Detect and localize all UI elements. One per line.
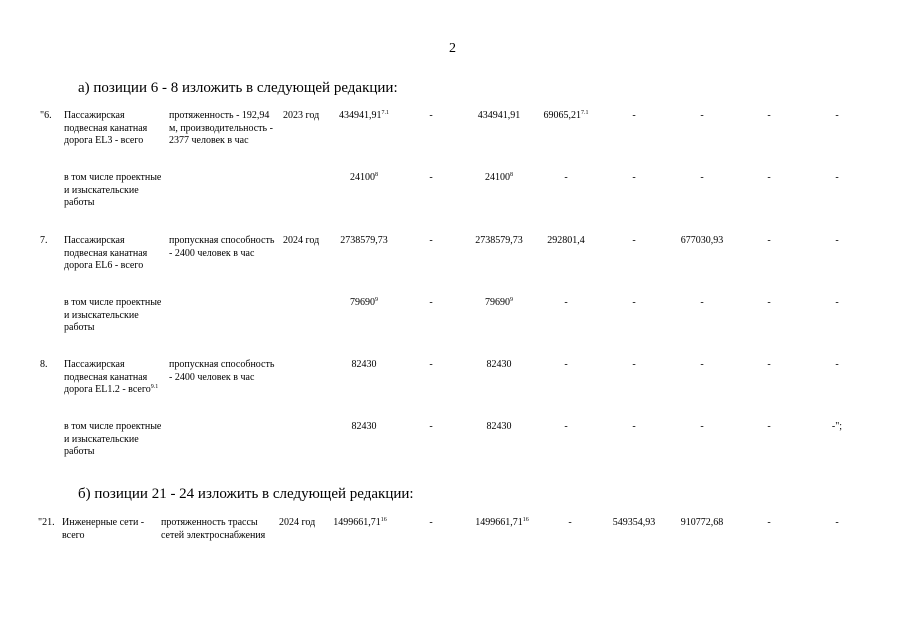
column-6-value-text: - [700, 110, 704, 121]
column-5-value-text: - [632, 110, 636, 121]
object-name [64, 297, 162, 335]
column-8-value [835, 172, 838, 185]
column-4-value [544, 110, 589, 123]
object-name-footnote: 9.1 [150, 384, 159, 391]
column-3-value-text: 24100 [485, 172, 510, 183]
column-4-value-text: - [564, 297, 568, 308]
column-6-value-text: 677030,93 [680, 235, 724, 246]
column-5-value-text: - [632, 172, 636, 183]
column-3-value-footnote: 16 [522, 517, 529, 523]
column-2-value-text: - [429, 235, 433, 246]
column-4-value [564, 297, 567, 310]
commissioning-year [279, 517, 315, 530]
column-8-value-text: - [835, 172, 839, 183]
column-5-value [632, 359, 635, 372]
total-value [333, 517, 387, 530]
column-7-value-text: - [767, 421, 771, 432]
position-number [38, 517, 62, 530]
column-3-value [475, 235, 523, 248]
column-7-value-text: - [767, 172, 771, 183]
total-value [350, 172, 378, 185]
object-name [64, 172, 162, 210]
column-7-value-text: - [767, 359, 771, 370]
column-4-value [568, 517, 571, 530]
column-3-value-text: 434941,91 [477, 110, 521, 121]
column-4-value-text: 292801,4 [547, 235, 585, 246]
column-6-value [681, 235, 724, 248]
column-3-value-text: 82430 [486, 359, 512, 370]
position-number-text: 8. [40, 359, 48, 370]
object-capacity [161, 517, 271, 542]
total-value-text: 2738579,73 [340, 235, 388, 246]
section-a-heading: а) позиции 6 - 8 изложить в следующей редакции: [78, 80, 398, 96]
commissioning-year-text: 2023 год [283, 110, 320, 121]
column-3-value [487, 421, 512, 434]
column-7-value-text: - [767, 517, 771, 528]
object-name [64, 110, 162, 148]
column-5-value [613, 517, 656, 530]
object-capacity [169, 359, 277, 384]
column-5-value-text: - [632, 359, 636, 370]
object-name [64, 359, 162, 397]
column-7-value [767, 110, 770, 123]
commissioning-year [283, 110, 319, 123]
column-3-value-text: 79690 [485, 297, 510, 308]
column-3-value [485, 297, 513, 310]
object-name-text: Инженерные сети - всего [62, 517, 145, 541]
column-3-value-footnote: 8 [510, 172, 513, 178]
object-name-text: в том числе проектные и изыскательские работы [64, 421, 162, 458]
column-2-value-text: - [429, 517, 433, 528]
total-value-text: 1499661,71 [333, 517, 381, 528]
column-8-value [835, 359, 838, 372]
object-name-text: в том числе проектные и изыскательские работы [64, 297, 162, 334]
column-4-value-text: 69065,21 [543, 110, 581, 121]
column-3-value [475, 517, 529, 530]
column-3-value-text: 82430 [486, 421, 512, 432]
column-6-value-text: - [700, 421, 704, 432]
column-8-value-text: - [835, 110, 839, 121]
column-4-value-text: - [564, 172, 568, 183]
total-value [339, 110, 389, 123]
column-2-value [429, 517, 432, 530]
column-5-value-text: - [632, 421, 636, 432]
position-number-text: "21. [38, 517, 55, 528]
column-2-value-text: - [429, 421, 433, 432]
position-number [40, 359, 64, 372]
object-capacity [169, 235, 277, 260]
commissioning-year [283, 235, 319, 248]
column-8-value-text: - [835, 297, 839, 308]
column-4-value [547, 235, 585, 248]
column-5-value-text: - [632, 235, 636, 246]
object-name-text: в том числе проектные и изыскательские работы [64, 172, 162, 209]
total-value-footnote: 9 [375, 297, 378, 303]
column-3-value [487, 359, 512, 372]
total-value-footnote: 16 [380, 517, 387, 523]
total-value-text: 79690 [350, 297, 375, 308]
column-7-value [767, 297, 770, 310]
column-2-value [429, 359, 432, 372]
column-6-value [700, 110, 703, 123]
column-7-value [767, 172, 770, 185]
total-value-footnote: 8 [375, 172, 378, 178]
column-7-value [767, 517, 770, 530]
column-8-value [835, 517, 838, 530]
column-8-value-text: -"; [831, 421, 843, 432]
column-4-value [564, 421, 567, 434]
column-4-value-text: - [564, 359, 568, 370]
column-8-value-text: - [835, 359, 839, 370]
column-8-value [832, 421, 842, 434]
object-name [64, 235, 162, 273]
object-capacity-text: протяженность - 192,94 м, производительность - 2377 человек в час [169, 110, 273, 147]
column-7-value [767, 235, 770, 248]
column-2-value-text: - [429, 110, 433, 121]
column-4-value [564, 359, 567, 372]
object-name [64, 421, 162, 459]
column-6-value [700, 297, 703, 310]
object-name [62, 517, 154, 542]
column-7-value-text: - [767, 235, 771, 246]
column-3-value-text: 1499661,71 [475, 517, 523, 528]
object-capacity [169, 110, 277, 148]
column-6-value-text: 910772,68 [680, 517, 724, 528]
object-capacity-text: пропускная способность - 2400 человек в час [169, 235, 275, 259]
column-2-value [429, 235, 432, 248]
total-value-text: 434941,91 [339, 110, 382, 121]
position-number [40, 235, 64, 248]
column-3-value [485, 172, 513, 185]
column-6-value-text: - [700, 172, 704, 183]
column-7-value [767, 359, 770, 372]
total-value [352, 359, 377, 372]
total-value-text: 82430 [351, 359, 377, 370]
column-3-value-footnote: 9 [510, 297, 513, 303]
page-number: 2 [449, 41, 456, 56]
column-8-value [835, 110, 838, 123]
total-value [352, 421, 377, 434]
object-name-text: Пассажирская подвесная канатная дорога EL1.2 - всего [64, 359, 151, 396]
column-6-value [700, 359, 703, 372]
total-value [340, 235, 388, 248]
column-2-value-text: - [429, 297, 433, 308]
column-5-value [632, 297, 635, 310]
column-2-value [429, 172, 432, 185]
column-2-value [429, 110, 432, 123]
column-6-value-text: - [700, 297, 704, 308]
column-4-value-text: - [568, 517, 572, 528]
position-number [40, 110, 64, 123]
column-6-value [700, 172, 703, 185]
column-6-value [700, 421, 703, 434]
total-value-text: 24100 [350, 172, 375, 183]
column-5-value [632, 110, 635, 123]
column-5-value-text: 549354,93 [612, 517, 656, 528]
total-value [350, 297, 378, 310]
object-capacity-text: пропускная способность - 2400 человек в час [169, 359, 275, 383]
column-6-value-text: - [700, 359, 704, 370]
column-8-value [835, 235, 838, 248]
section-b-heading: б) позиции 21 - 24 изложить в следующей редакции: [78, 486, 414, 502]
column-5-value [632, 421, 635, 434]
column-8-value-text: - [835, 517, 839, 528]
column-4-value [564, 172, 567, 185]
column-3-value-text: 2738579,73 [475, 235, 523, 246]
object-name-text: Пассажирская подвесная канатная дорога EL6 - всего [64, 235, 148, 272]
column-8-value-text: - [835, 235, 839, 246]
column-3-value [478, 110, 521, 123]
column-7-value [767, 421, 770, 434]
column-5-value [632, 172, 635, 185]
column-2-value-text: - [429, 359, 433, 370]
commissioning-year-text: 2024 год [279, 517, 316, 528]
position-number-text: "6. [40, 110, 52, 121]
column-7-value-text: - [767, 297, 771, 308]
commissioning-year-text: 2024 год [283, 235, 320, 246]
position-number-text: 7. [40, 235, 48, 246]
total-value-text: 82430 [351, 421, 377, 432]
object-name-text: Пассажирская подвесная канатная дорога EL3 - всего [64, 110, 148, 147]
column-2-value [429, 297, 432, 310]
column-7-value-text: - [767, 110, 771, 121]
column-4-value-text: - [564, 421, 568, 432]
column-5-value-text: - [632, 297, 636, 308]
column-5-value [632, 235, 635, 248]
column-8-value [835, 297, 838, 310]
total-value-footnote: 7.1 [381, 110, 389, 116]
column-6-value [681, 517, 724, 530]
column-2-value [429, 421, 432, 434]
column-2-value-text: - [429, 172, 433, 183]
object-capacity-text: протяженность трассы сетей электроснабжения [161, 517, 266, 541]
column-4-value-footnote: 7.1 [581, 110, 589, 116]
